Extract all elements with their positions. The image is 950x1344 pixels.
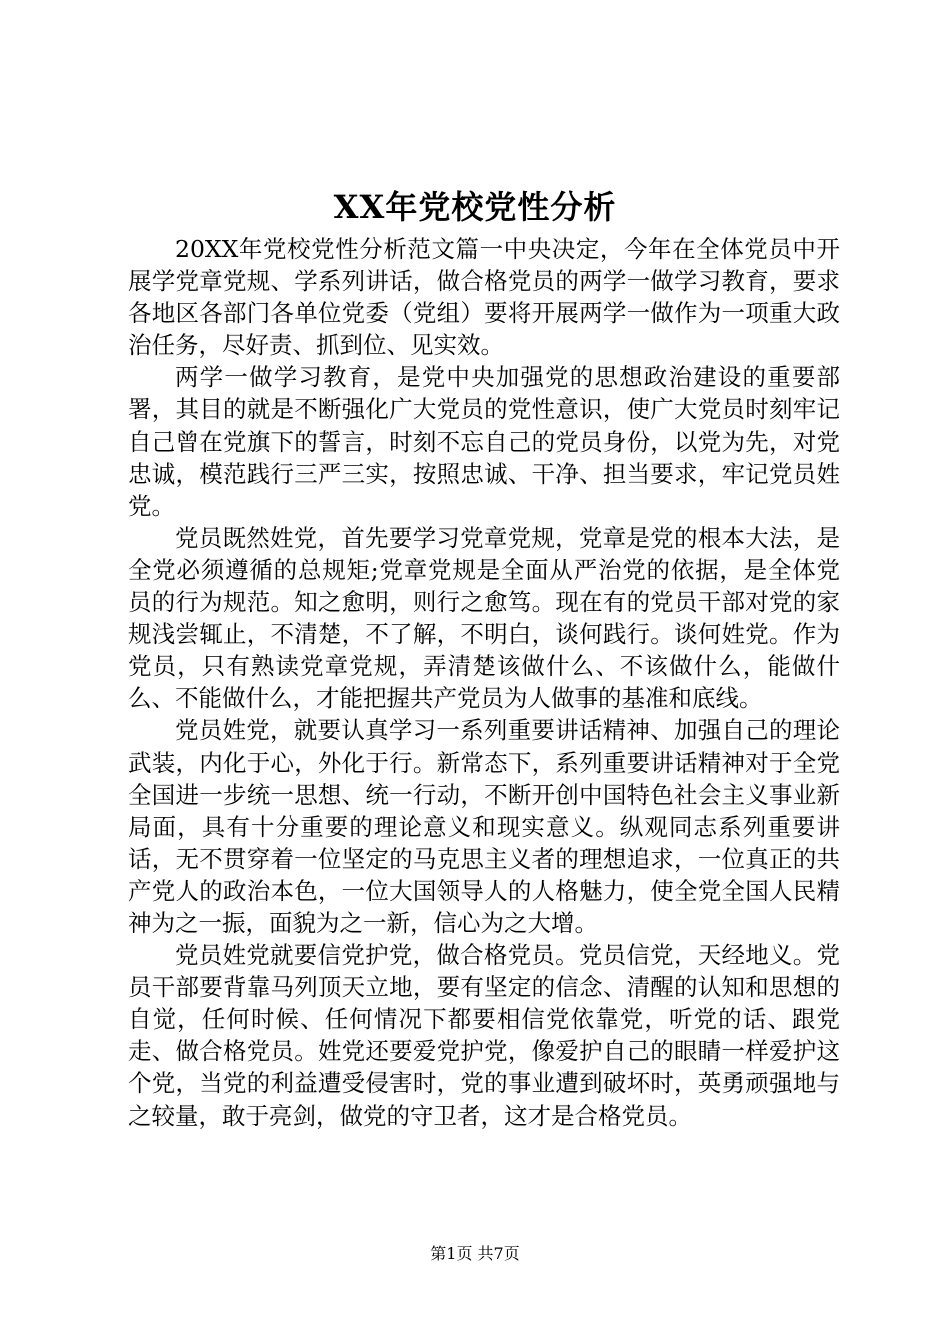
paragraph-3: 党员既然姓党，首先要学习党章党规，党章是党的根本大法，是全党必须遵循的总规矩;党章党规是全面从严治党的依据，是全体党员的行为规范。知之愈明，则行之愈笃。现在有的党员干部对党的家规浅尝辄止，不清楚，不了解，不明白，谈何践行。谈何姓党。作为党员，只有熟读党章党规，弄清楚该做什么、不该做什么，能做什么、不能做什么，才能把握共产党员为人做事的基准和底线。 bbox=[128, 523, 840, 713]
paragraph-2: 两学一做学习教育，是党中央加强党的思想政治建设的重要部署，其目的就是不断强化广大党员的党性意识，使广大党员时刻牢记自己曾在党旗下的誓言，时刻不忘自己的党员身份，以党为先，对党忠诚，模范践行三严三实，按照忠诚、干净、担当要求，牢记党员姓党。 bbox=[128, 363, 840, 520]
document-title: XX年党校党性分析 bbox=[333, 188, 617, 226]
document-body bbox=[128, 233, 840, 1132]
paragraph-5: 党员姓党就要信党护党，做合格党员。党员信党，天经地义。党员干部要背靠马列顶天立地，要有坚定的信念、清醒的认知和思想的自觉，任何时候、任何情况下都要相信党依靠党，听党的话、跟党走、做合格党员。姓党还要爱党护党，像爱护自己的眼睛一样爱护这个党，当党的利益遭受侵害时，党的事业遭到破坏时，英勇顽强地与之较量，敢于亮剑，做党的守卫者，这才是合格党员。 bbox=[128, 941, 840, 1130]
page-number-footer: 第1页 共7页 bbox=[430, 1244, 520, 1263]
paragraph-4: 党员姓党，就要认真学习一系列重要讲话精神、加强自己的理论武装，内化于心，外化于行。新常态下，系列重要讲话精神对于全党全国进一步统一思想、统一行动，不断开创中国特色社会主义事业新局面，具有十分重要的理论意义和现实意义。纵观同志系列重要讲话，无不贯穿着一位坚定的马克思主义者的理想追求，一位真正的共产党人的政治本色，一位大国领导人的人格魅力，使全党全国人民精神为之一振，面貌为之一新，信心为之大增。 bbox=[128, 716, 840, 937]
paragraph-1: 20XX年党校党性分析范文篇一中央决定，今年在全体党员中开展学党章党规、学系列讲话，做合格党员的两学一做学习教育，要求各地区各部门各单位党委（党组）要将开展两学一做作为一项重大政治任务，尽好责、抓到位、见实效。 bbox=[128, 235, 840, 360]
